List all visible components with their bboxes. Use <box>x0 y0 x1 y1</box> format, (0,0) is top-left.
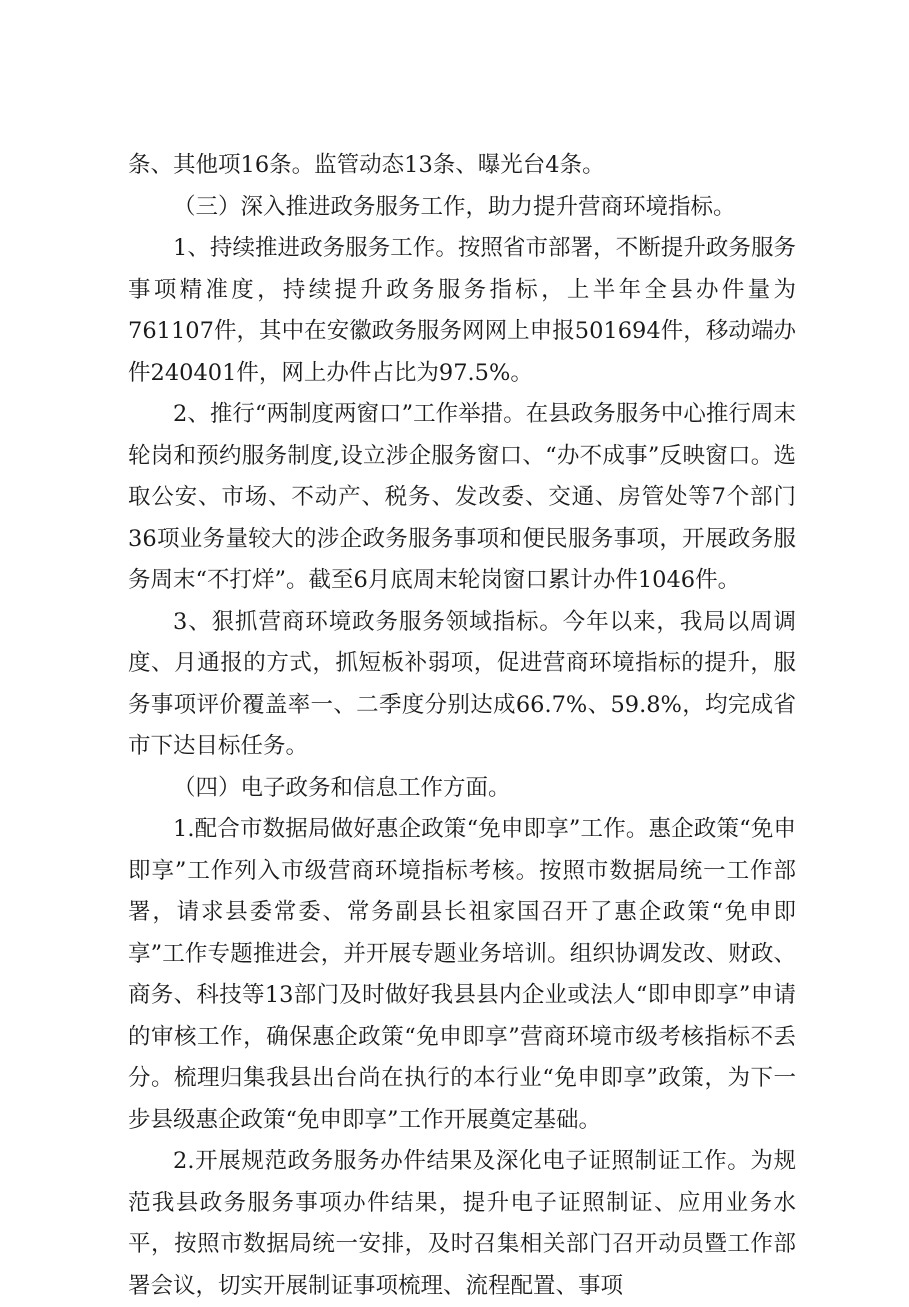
paragraph-item-4-1: 1.配合市数据局做好惠企政策“免申即享”工作。惠企政策“免申即享”工作列入市级营商环境指标考核。按照市数据局统一工作部署，请求县委常委、常务副县长祖家国召开了惠企政策“免申即享”工作专题推进会，并开展专题业务培训。组织协调发改、财政、商务、科技等13部门及时做好我县县内企业或法人“即申即享”申请的审核工作，确保惠企政策“免申即享”营商环境市级考核指标不丢分。梳理归集我县出台尚在执行的本行业“免申即享”政策，为下一步县级惠企政策“免申即享”工作开展奠定基础。 <box>128 816 796 1133</box>
paragraph-item-2: 2、推行“两制度两窗口”工作举措。在县政务服务中心推行周末轮岗和预约服务制度,设立涉企服务窗口、“办不成事”反映窗口。选取公安、市场、不动产、税务、发改委、交通、房管处等7个部门36项业务量较大的涉企政务服务事项和便民服务事项，开展政务服务周末“不打烊”。截至6月底周末轮岗窗口累计办件1046件。 <box>128 401 796 593</box>
document-body <box>128 145 796 1307</box>
section-heading-4: （四）电子政务和信息工作方面。 <box>173 774 511 801</box>
paragraph-continuation: 条、其他项16条。监管动态13条、曝光台4条。 <box>128 152 605 178</box>
section-heading-3: （三）深入推进政务服务工作，助力提升营商环境指标。 <box>173 193 736 220</box>
paragraph-item-1: 1、持续推进政务服务工作。按照省市部署，不断提升政务服务事项精准度，持续提升政务服务指标，上半年全县办件量为761107件，其中在安徽政务服务网网上申报501694件，移动端办件240401件，网上办件占比为97.5%。 <box>128 235 796 386</box>
paragraph-item-4-2: 2.开展规范政务服务办件结果及深化电子证照制证工作。为规范我县政务服务事项办件结果，提升电子证照制证、应用业务水平，按照市数据局统一安排，及时召集相关部门召开动员暨工作部署会议，切实开展制证事项梳理、流程配置、事项 <box>128 1148 796 1299</box>
paragraph-item-3: 3、狠抓营商环境政务服务领域指标。今年以来，我局以周调度、月通报的方式，抓短板补弱项，促进营商环境指标的提升，服务事项评价覆盖率一、二季度分别达成66.7%、59.8%，均完成省市下达目标任务。 <box>128 608 796 759</box>
